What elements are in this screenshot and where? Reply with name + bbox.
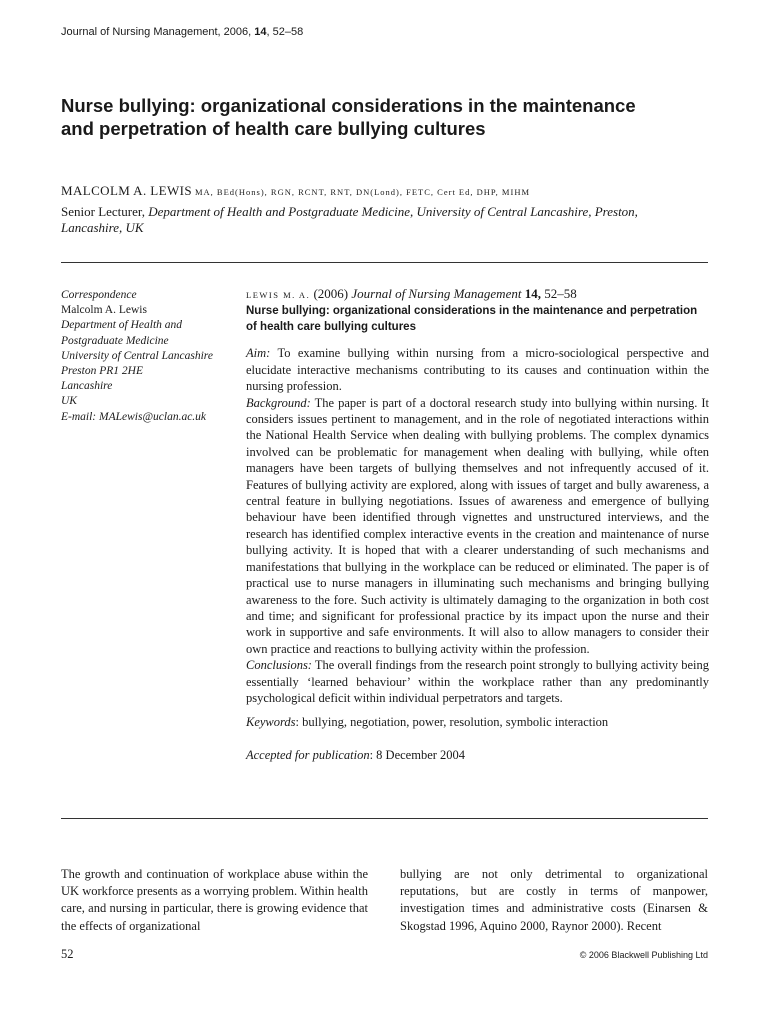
correspondence-heading: Correspondence bbox=[61, 289, 137, 301]
abstract-aim bbox=[246, 345, 709, 394]
correspondence-dept-2: Postgraduate Medicine bbox=[61, 334, 169, 347]
author-department: Department of Health and Postgraduate Medicine, University of Central Lancashire, Preston, bbox=[148, 204, 638, 219]
citation-journal: Journal of Nursing Management bbox=[351, 286, 522, 301]
author-role: Senior Lecturer, bbox=[61, 204, 149, 219]
body-column-left: The growth and continuation of workplace abuse within the UK workforce presents as a worrying problem. Within health care, and nursing in particular, there is growing evidence that the effects of organizational bbox=[61, 867, 368, 933]
abstract-background bbox=[246, 395, 709, 658]
author-location: Lancashire, UK bbox=[61, 220, 144, 235]
citation-year: (2006) bbox=[310, 286, 352, 301]
divider-bottom bbox=[61, 818, 708, 819]
aim-text: To examine bullying within nursing from a micro-sociological perspective and elucidate interactive mechanisms contributing to its causes and continuation within the nursing profession. bbox=[246, 346, 709, 394]
correspondence-city: Preston PR1 2HE bbox=[61, 365, 143, 378]
accepted-text: : 8 December 2004 bbox=[369, 747, 466, 762]
author-name: MALCOLM A. LEWIS bbox=[61, 183, 192, 198]
article-title-line-1: Nurse bullying: organizational considerations in the maintenance bbox=[61, 95, 636, 116]
keywords-label: Keywords bbox=[246, 715, 296, 730]
correspondence-name: Malcolm A. Lewis bbox=[61, 304, 147, 317]
correspondence-country: UK bbox=[61, 395, 77, 408]
keywords-text: : bullying, negotiation, power, resolution, symbolic interaction bbox=[295, 715, 609, 730]
aim-label: Aim: bbox=[246, 346, 271, 361]
author-affiliation bbox=[61, 204, 701, 236]
journal-pages: , 52–58 bbox=[266, 26, 304, 38]
abstract-conclusions bbox=[246, 657, 709, 706]
page-number: 52 bbox=[61, 947, 74, 961]
accepted-label: Accepted for publication bbox=[246, 747, 370, 762]
correspondence-university: University of Central Lancashire bbox=[61, 349, 213, 362]
correspondence-block bbox=[61, 288, 241, 425]
abstract-title: Nurse bullying: organizational considerations in the maintenance and perpetration of health care bullying cultures bbox=[246, 305, 698, 333]
journal-name: Journal of Nursing Management, 2006, bbox=[61, 26, 255, 38]
background-text: The paper is part of a doctoral research study into bullying within nursing. It considers issues pertinent to management, and in the role of negotiated interactions within the National Health Service when dealing with bullying problems. The complex dynamics involved can be problematic for management when dealing with bullying, while often managers have been targets of bullying themselves and not infrequently accused of it. Features of bullying activity are explored, along with issues of target and bully awareness, a central feature in bullying negotiations. Issues of awareness and emergence of bullying behaviour have been identified through vignettes and unstructured interviews, and the research has identified complex interactive events in the creation and maintenance of nurse bullying activity. It is hoped that with a clearer understanding of such mechanisms and manifestations that bullying in the workplace can be reduced or eliminated. The paper is of practical use to nurse managers in illuminating such mechanisms and bringing bullying awareness to the fore. Such activity is ultimately damaging to the organization in both cost and time; and significant for professional practice by its impact upon the nurse and their work in supportive and safe environments. It will also to allow managers to consider their own practice and reactions to bullying activity within the profession. bbox=[246, 395, 709, 656]
abstract-block bbox=[246, 286, 709, 763]
divider-top bbox=[61, 262, 708, 263]
accepted-date bbox=[246, 747, 709, 763]
correspondence-dept-1: Department of Health and bbox=[61, 319, 183, 332]
conclusions-label: Conclusions: bbox=[246, 658, 312, 673]
journal-volume: 14 bbox=[254, 26, 267, 38]
citation-authors: LEWIS M. A. bbox=[246, 290, 311, 300]
citation-pages: 52–58 bbox=[540, 286, 577, 301]
background-label: Background: bbox=[246, 395, 311, 410]
author-credentials: MA, BEd(Hons), RGN, RCNT, RNT, DN(Lond), FETC, Cert Ed, DHP, MIHM bbox=[194, 187, 531, 197]
conclusions-text: The overall findings from the research point strongly to bullying activity being essentially ‘learned behaviour’ within the workplace rather than any predominantly psychological deficit within individual perpetrators and targets. bbox=[246, 658, 709, 705]
body-column-right: bullying are not only detrimental to organizational reputations, but are costly in terms of manpower, investigation times and administrative costs (Einarsen & Skogstad 1996, Aquino 2000, Raynor 2000). Recent bbox=[400, 867, 708, 933]
correspondence-email[interactable]: E-mail: MALewis@uclan.ac.uk bbox=[61, 410, 207, 423]
copyright-notice: © 2006 Blackwell Publishing Ltd bbox=[579, 950, 708, 960]
correspondence-county: Lancashire bbox=[61, 380, 113, 393]
keywords bbox=[246, 714, 709, 730]
author-line bbox=[61, 183, 530, 199]
article-title bbox=[61, 94, 721, 140]
citation-line bbox=[246, 286, 709, 303]
citation-volume: 14, bbox=[521, 286, 541, 301]
article-title-line-2: and perpetration of health care bullying cultures bbox=[61, 118, 486, 139]
journal-header bbox=[61, 26, 303, 38]
